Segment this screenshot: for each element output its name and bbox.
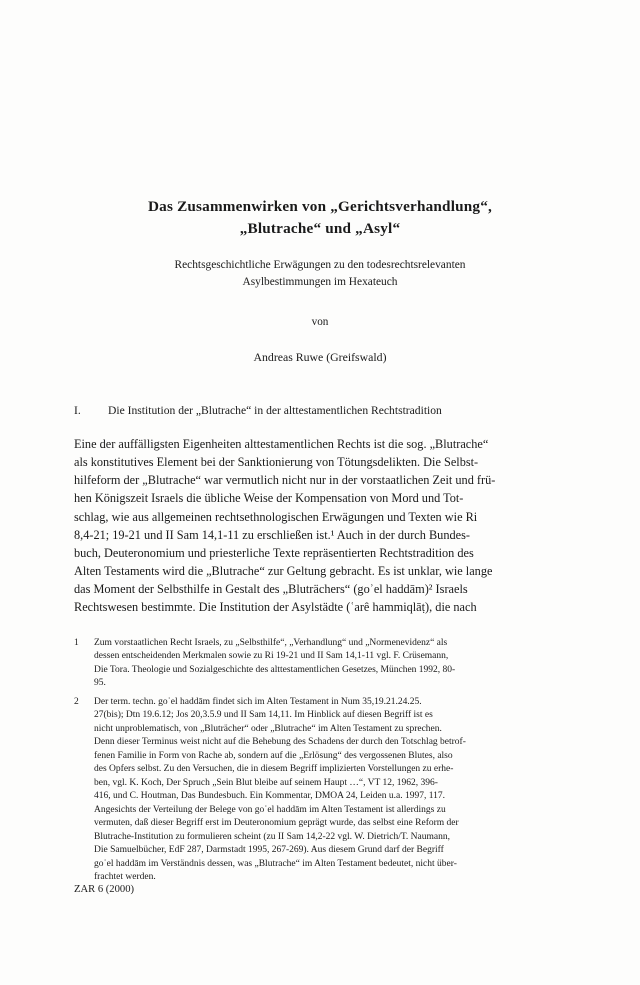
body-line: hilfeform der „Blutrache“ war vermutlich nicht nur in der vorstaatlichen Zeit und frü- xyxy=(74,473,496,488)
footnote-item xyxy=(74,696,566,885)
footnote-line: Blutrache-Institution zu formulieren scheint (zu II Sam 14,2-22 vgl. W. Dietrich/T. Naumann, xyxy=(94,831,450,842)
footnote-line: Die Samuelbücher, EdF 287, Darmstadt 1995, 267-269). Aus diesem Grund darf der Begriff xyxy=(94,845,444,856)
page-title xyxy=(74,196,566,240)
footnote-line: frachtet werden. xyxy=(94,872,156,883)
footnote-line: 416, und C. Houtman, Das Bundesbuch. Ein Kommentar, DMOA 24, Leiden u.a. 1997, 117. xyxy=(94,791,445,802)
footnote-line: Die Tora. Theologie und Sozialgeschichte des alttestamentlichen Gesetzes, München 1992, 80- xyxy=(94,664,456,675)
body-line: Eine der auffälligsten Eigenheiten alttestamentlichen Rechts ist die sog. „Blutrache“ xyxy=(74,437,489,452)
footnote-item xyxy=(74,637,566,691)
footnote-line: 95. xyxy=(94,678,106,689)
footnote-line: vermuten, daß dieser Begriff erst im Deuteronomium geprägt wurde, das selbst eine Reform der xyxy=(94,818,459,829)
body-line: Alten Testaments wird die „Blutrache“ zur Geltung gebracht. Es ist unklar, wie lange xyxy=(74,563,493,578)
footnote-line: goʾel haddām im Verständnis dessen, was „Blutrache“ im Alten Testament bedeutet, nicht über- xyxy=(94,858,457,869)
footnote-line: Angesichts der Verteilung der Belege von goʾel haddām im Alten Testament ist allerdings zu xyxy=(94,804,446,815)
title-line-1: Das Zusammenwirken von „Gerichtsverhandlung“, xyxy=(148,198,492,215)
footnote-line: 27(bis); Dtn 19.6.12; Jos 20,3.5.9 und II Sam 14,11. Im Hinblick auf diesen Begriff ist es xyxy=(94,710,433,721)
body-line: als konstitutives Element bei der Sanktionierung von Tötungsdelikten. Die Selbst- xyxy=(74,455,479,470)
page-footer: ZAR 6 (2000) xyxy=(74,884,135,895)
footnote-line: Der term. techn. goʾel haddām findet sich im Alten Testament in Num 35,19.21.24.25. xyxy=(94,696,422,707)
footnote-line: fenen Familie in Form von Rache ab, sondern auf die „Erlösung“ des vergossenen Blutes, also xyxy=(94,750,453,761)
body-line: 8,4-21; 19-21 und II Sam 14,1-11 zu erschließen ist.¹ Auch in der durch Bundes- xyxy=(74,527,470,542)
body-line: buch, Deuteronomium und priesterliche Texte repräsentierten Rechtstradition des xyxy=(74,545,474,560)
article-body xyxy=(74,196,566,890)
author-name: Andreas Ruwe (Greifswald) xyxy=(253,350,387,365)
section-heading xyxy=(74,404,566,417)
footnote-text xyxy=(94,696,566,885)
body-line: Rechtswesen bestimmte. Die Institution der Asylstädte (ʿarê hammiqlāṭ), die nach xyxy=(74,599,477,614)
footnote-text xyxy=(94,637,566,691)
footnote-number: 2 xyxy=(74,696,79,707)
body-line: das Moment der Selbsthilfe in Gestalt des „Bluträchers“ (goʾel haddām)² Israels xyxy=(74,581,468,596)
section-number: I. xyxy=(74,404,81,418)
title-line-2: „Blutrache“ und „Asyl“ xyxy=(239,220,401,238)
body-paragraph xyxy=(74,435,566,616)
subtitle-line-1: Rechtsgeschichtliche Erwägungen zu den todesrechtsrelevanten xyxy=(174,259,466,272)
subtitle xyxy=(74,257,566,291)
footnote-line: nicht unproblematisch, von „Bluträcher“ oder „Blutrache“ im Alten Testament zu sprechen. xyxy=(94,723,442,734)
footnote-line: Denn dieser Terminus weist nicht auf die Behebung des Schadens der durch den Totschlag betrof- xyxy=(94,737,466,748)
footnote-line: dessen entscheidenden Merkmalen sowie zu Ri 19-21 und II Sam 14,1-11 vgl. F. Crüsemann, xyxy=(94,651,449,662)
body-line: hen Königszeit Israels die übliche Weise der Kompensation von Mord und Tot- xyxy=(74,491,464,506)
subtitle-line-2: Asylbestimmungen im Hexateuch xyxy=(242,276,398,289)
byword: von xyxy=(311,316,329,329)
section-title: Die Institution der „Blutrache“ in der alttestamentlichen Rechtstradition xyxy=(108,404,442,418)
footnote-line: ben, vgl. K. Koch, Der Spruch „Sein Blut bleibe auf seinem Haupt …“, VT 12, 1962, 396- xyxy=(94,777,438,788)
footnote-line: Zum vorstaatlichen Recht Israels, zu „Selbsthilfe“, „Verhandlung“ und „Normenevidenz“ als xyxy=(94,637,448,648)
footnote-line: des Opfers selbst. Zu den Versuchen, die in diesem Begriff implizierten Vorstellungen zu erhe- xyxy=(94,764,454,775)
body-line: schlag, wie aus allgemeinen rechtsethnologischen Erwägungen und Texten wie Ri xyxy=(74,509,478,524)
footnotes xyxy=(74,637,566,885)
footnote-number: 1 xyxy=(74,637,79,648)
